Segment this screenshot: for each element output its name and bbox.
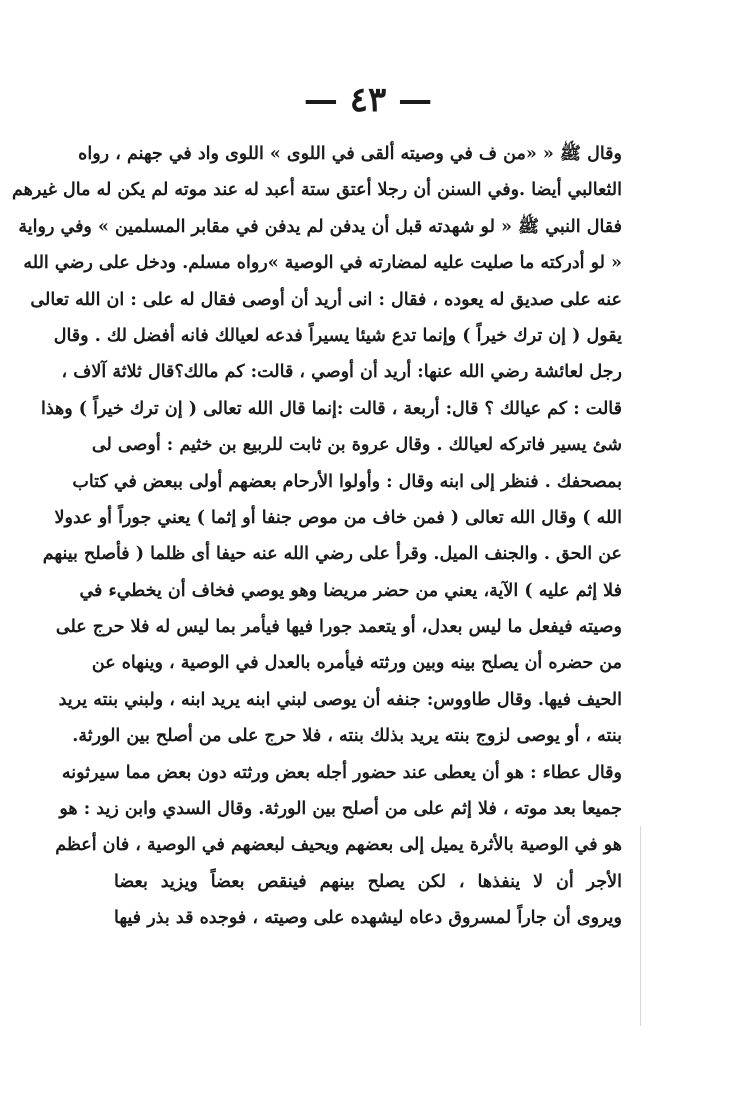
margin-pencil-mark (640, 826, 641, 1026)
text-line-7: رجل لعائشة رضي الله عنها: أريد أن أوصي ، قالت: كم مالك؟قال ثلاثة آلاف ، (61, 362, 622, 383)
text-line-22: ويروى أن جاراً لمسروق دعاه ليشهده على وصيته ، فوجده قد بذر فيها (114, 908, 622, 929)
text-line-21: الأجر أن لا ينفذها ، لكن يصلح بينهم فينقص بعضاً ويزيد بعضا (114, 871, 622, 892)
text-line-20: هو في الوصية بالأثرة يميل إلى بعضهم ويحيف لبعضهم في الوصية ، فان أعظم (55, 835, 622, 856)
page-number: — ٤٣ — (303, 80, 433, 120)
text-line-4: « لو أدركته ما صليت عليه لمضارته في الوصية »رواه مسلم. ودخل على رضي الله (23, 253, 622, 274)
text-line-17: بنته ، أو يوصى لزوج بنته يريد بذلك بنته ، فلا حرج على من أصلح بين الورثة. (72, 726, 622, 747)
text-line-5: عنه على صديق له يعوده ، فقال : انى أريد أن أوصى فقال له على : ان الله تعالى (30, 289, 622, 310)
text-line-6: يقول ( إن ترك خيراً ) وإنما تدع شيئا يسيراً فدعه لعيالك فانه أفضل لك . وقال (53, 325, 622, 346)
text-line-15: من حضره أن يصلح بينه وبين ورثته فيأمره بالعدل في الوصية ، وينهاه عن (91, 653, 622, 674)
text-line-16: الحيف فيها. وقال طاووس: جنفه أن يوصى لبني ابنه يريد ابنه ، ولبني بنته يريد (58, 689, 622, 710)
text-line-19: جميعا بعد موته ، فلا إثم على من أصلح بين الورثة. وقال السدي وابن زيد : هو (59, 799, 622, 820)
text-line-1: وقال ﷺ « «من ف في وصيته ألقى في اللوى » اللوى واد في جهنم ، رواه (78, 144, 622, 164)
text-line-12: عن الحق . والجنف الميل. وقرأ على رضي الله عنه حيفا أى ظلما ( فأصلح بينهم (42, 544, 622, 565)
text-line-2: الثعالبي أيضا .وفي السنن أن رجلا أعتق ستة أعبد له عند موته لم يكن له مال غيرهم (12, 180, 622, 201)
body-text (12, 136, 622, 937)
text-line-3: فقال النبي ﷺ « لو شهدته قبل أن يدفن لم يدفن في مقابر المسلمين » وفي رواية (18, 216, 622, 237)
text-line-8: قالت : كم عيالك ؟ قال: أربعة ، قالت :إنما قال الله تعالى ( إن ترك خيراً ) وهذا (40, 398, 622, 419)
text-line-14: وصيته فيفعل ما ليس بعدل، أو يتعمد جورا فيها فيأمر بما ليس له فلا حرج على (55, 617, 622, 638)
text-line-9: شئ يسير فاتركه لعيالك . وقال عروة بن ثابت للربيع بن خثيم : أوصى لى (91, 435, 622, 456)
text-line-13: فلا إثم عليه ) الآية، يعني من حضر مريضا وهو يوصي فخاف أن يخطيء في (79, 580, 622, 601)
text-line-18: وقال عطاء : هو أن يعطى عند حضور أجله بعض ورثته دون بعض مما سيرثونه (61, 762, 622, 783)
text-line-10: بمصحفك . فنظر إلى ابنه وقال : وأولوا الأرحام بعضهم أولى ببعض في كتاب (72, 471, 622, 492)
text-line-11: الله ) وقال الله تعالى ( فمن خاف من موص جنفا أو إثما ) يعني جوراً أو عدولا (54, 507, 622, 528)
